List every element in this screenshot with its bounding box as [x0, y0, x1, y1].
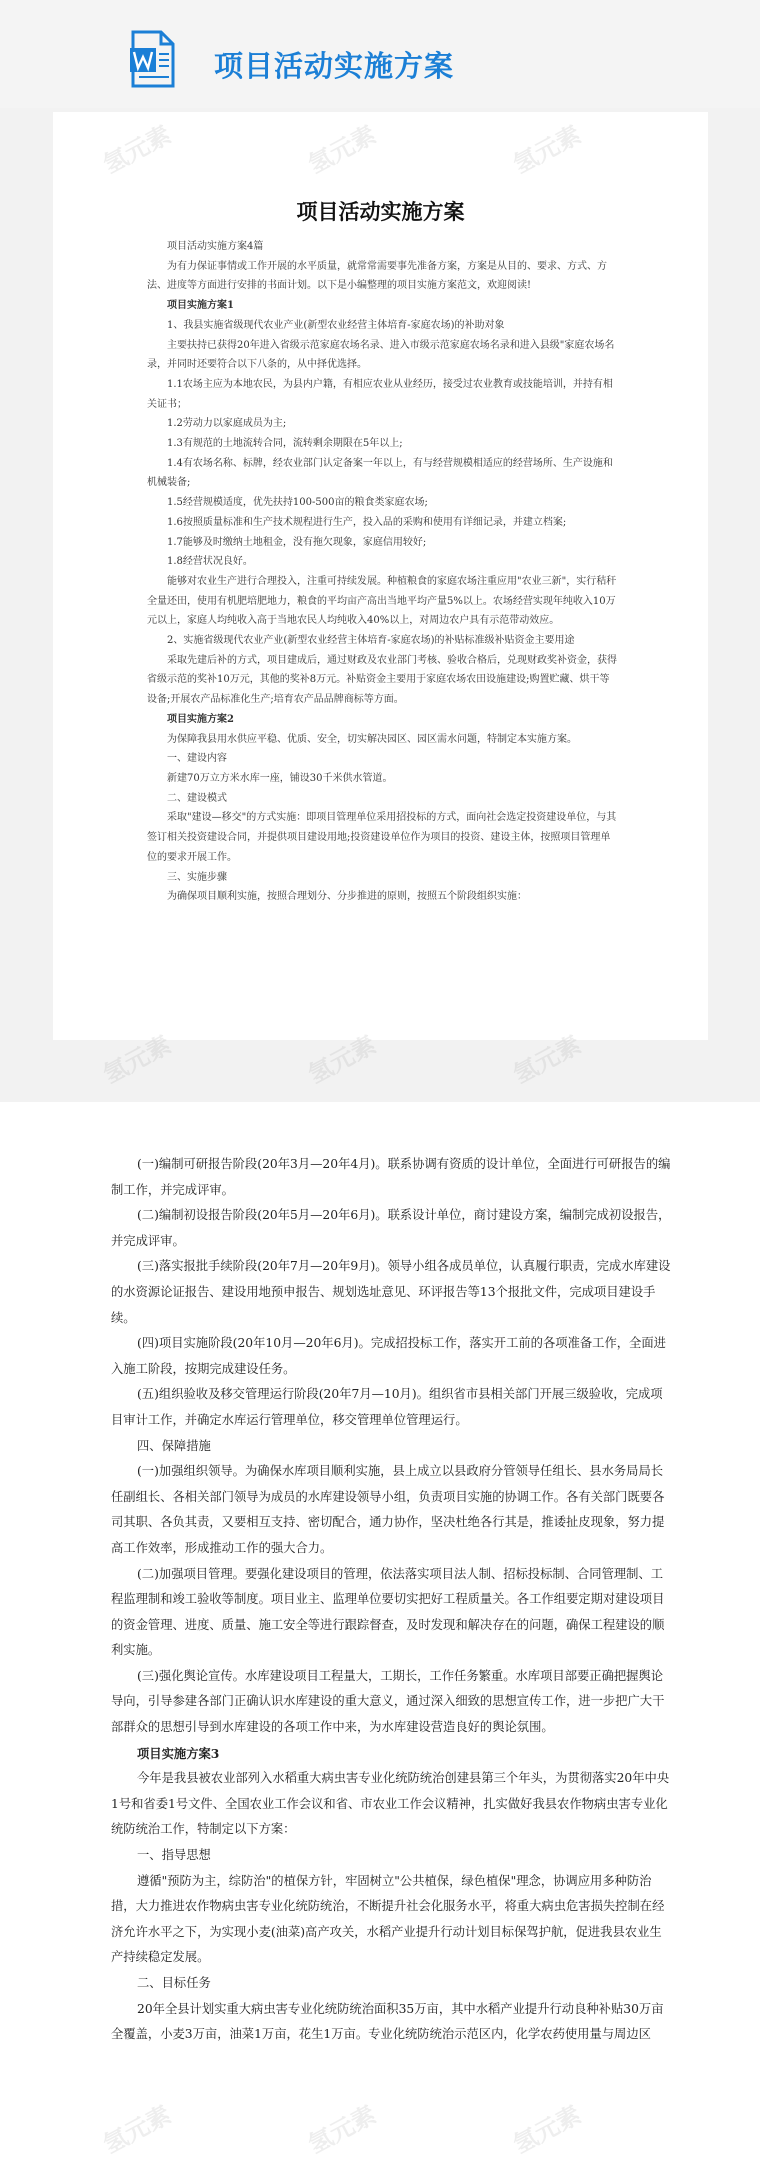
paragraph: (五)组织验收及移交管理运行阶段(20年7月—10月)。组织省市县相关部门开展三级验收，完成项目审计工作，并确定水库运行管理单位，移交管理单位管理运行。 — [111, 1387, 663, 1427]
document-title: 项目活动实施方案 — [296, 199, 465, 224]
paragraph: 1.7能够及时缴纳土地租金，没有拖欠现象，家庭信用较好; — [167, 536, 427, 548]
paragraph: 1.5经营规模适度，优先扶持100-500亩的粮食类家庭农场; — [167, 497, 428, 509]
paragraph: 1.3有规范的土地流转合同，流转剩余期限在5年以上; — [167, 438, 403, 450]
paragraph: 为有力保证事情或工作开展的水平质量，就常常需要事先准备方案，方案是从目的、要求、方式、方法、进度等方面进行安排的书面计划。以下是小编整理的项目实施方案范文，欢迎阅读! — [147, 260, 607, 292]
paragraph: (一)加强组织领导。为确保水库项目顺利实施，县上成立以县政府分管领导任组长、县水务局局长任副组长、各相关部门领导为成员的水库建设领导小组，负责项目实施的协调工作。各有关部门既要各司其职、各负其责，又要相互支持、密切配合，通力协作，坚决杜绝各行其是，推诿扯皮现象，努力提高工作效率，形成推动工作的强大合力。 — [111, 1464, 665, 1555]
page-2-body — [111, 1152, 671, 2048]
paragraph: 采取先建后补的方式，项目建成后，通过财政及农业部门考核、验收合格后，兑现财政奖补资金，获得省级示范的奖补10万元，其他的奖补8万元。补贴资金主要用于家庭农场农田设施建设;购置贮藏、烘干等设备;开展农产品标准化生产;培育农产品品牌商标等方面。 — [147, 654, 617, 706]
section-heading: 项目实施方案1 — [167, 300, 234, 312]
subheading: 二、建设模式 — [167, 792, 227, 804]
paragraph: 为确保项目顺利实施，按照合理划分、分步推进的原则，按照五个阶段组织实施： — [167, 891, 527, 903]
paragraph: 新建70万立方米水库一座，铺设30千米供水管道。 — [167, 772, 393, 784]
subheading: 一、指导思想 — [137, 1848, 211, 1863]
paragraph: (三)强化舆论宣传。水库建设项目工程量大，工期长，工作任务繁重。水库项目部要正确把握舆论导向，引导参建各部门正确认识水库建设的重大意义，通过深入细致的思想宣传工作，进一步把广大干部群众的思想引导到水库建设的各项工作中来，为水库建设营造良好的舆论氛围。 — [111, 1668, 665, 1735]
watermark: 氢元素 — [98, 1030, 176, 1089]
paragraph: (一)编制可研报告阶段(20年3月—20年4月)。联系协调有资质的设计单位，全面进行可研报告的编制工作，并完成评审。 — [111, 1157, 671, 1197]
paragraph: 1.8经营状况良好。 — [167, 556, 253, 568]
watermark: 氢元素 — [303, 1030, 381, 1089]
paragraph: 项目活动实施方案4篇 — [167, 241, 264, 252]
paragraph: (三)落实报批手续阶段(20年7月—20年9月)。领导小组各成员单位，认真履行职责，完成水库建设的水资源论证报告、建设用地预申报告、规划选址意见、环评报告等13个报批文件，完成项目建设手续。 — [111, 1259, 671, 1325]
page-1-body — [147, 237, 617, 907]
paragraph: 20年全县计划实重大病虫害专业化统防统治面积35万亩，其中水稻产业提升行动良种补贴30万亩全覆盖，小麦3万亩，油菜1万亩，花生1万亩。专业化统防统治示范区内，化学农药使用量与周边区 — [111, 2001, 664, 2042]
section-heading: 项目实施方案3 — [137, 1745, 220, 1761]
subheading: 二、目标任务 — [137, 1976, 211, 1990]
document-page-1 — [53, 112, 708, 1040]
paragraph: 能够对农业生产进行合理投入，注重可持续发展。种植粮食的家庭农场注重应用"农业三新"，实行秸秆全量还田，使用有机肥培肥地力，粮食的平均亩产高出当地平均产量5%以上。农场经营实现年纯收入10万元以上，家庭人均纯收入高于当地农民人均纯收入40%以上，对周边农户具有示范带动效应。 — [147, 575, 617, 627]
paragraph: 遵循"预防为主，综防治"的植保方针，牢固树立"公共植保，绿色植保"理念，协调应用多种防治措，大力推进农作物病虫害专业化统防统治，不断提升社会化服务水平，将重大病虫危害损失控制在经济允许水平之下，为实现小麦(油菜)高产攻关，水稻产业提升行动计划目标保驾护航，促进我县农业生产持续稳定发展。 — [111, 1873, 665, 1965]
subheading: 一、建设内容 — [167, 753, 227, 765]
paragraph: (四)项目实施阶段(20年10月—20年6月)。完成招投标工作，落实开工前的各项准备工作，全面进入施工阶段，按期完成建设任务。 — [111, 1336, 666, 1376]
paragraph: 为保障我县用水供应平稳、优质、安全，切实解决园区、园区需水问题，特制定本实施方案。 — [167, 733, 577, 745]
paragraph: 1.2劳动力以家庭成员为主; — [167, 418, 287, 430]
header-title: 项目活动实施方案 — [214, 49, 455, 83]
paragraph: 1.4有农场名称、标牌，经农业部门认定备案一年以上，有与经营规模相适应的经营场所、生产设施和机械装备; — [147, 457, 613, 489]
section-heading: 项目实施方案2 — [167, 713, 234, 725]
subheading: 四、保障措施 — [137, 1438, 211, 1453]
page-header — [0, 0, 760, 108]
paragraph: 1.1农场主应为本地农民，为县内户籍，有相应农业从业经历，接受过农业教育或技能培训，并持有相关证书； — [147, 378, 613, 410]
paragraph: 1、我县实施省级现代农业产业(新型农业经营主体培育-家庭农场)的补助对象 — [167, 319, 505, 331]
paragraph: (二)编制初设报告阶段(20年5月—20年6月)。联系设计单位，商讨建设方案，编制完成初设报告，并完成评审。 — [111, 1208, 671, 1248]
paragraph: 2、实施省级现代农业产业(新型农业经营主体培育-家庭农场)的补贴标准级补贴资金主要用途 — [167, 635, 575, 647]
watermark: 氢元素 — [508, 1030, 586, 1089]
paragraph: 采取"建设—移交"的方式实施：即项目管理单位采用招投标的方式，面向社会选定投资建设单位，与其签订相关投资建设合同，并提供项目建设用地;投资建设单位作为项目的投资、建设主体，按照项目管理单位的要求开展工作。 — [147, 812, 617, 863]
word-document-icon — [130, 30, 176, 88]
paragraph: 今年是我县被农业部列入水稻重大病虫害专业化统防统治创建县第三个年头，为贯彻落实20年中央1号和省委1号文件、全国农业工作会议和省、市农业工作会议精神，扎实做好我县农作物病虫害专业化统防统治工作，特制定以下方案： — [111, 1771, 670, 1837]
subheading: 三、实施步骤 — [167, 871, 227, 883]
paragraph: 1.6按照质量标准和生产技术规程进行生产，投入品的采购和使用有详细记录，并建立档案; — [167, 516, 567, 528]
paragraph: 主要扶持已获得20年进入省级示范家庭农场名录、进入市级示范家庭农场名录和进入县级"家庭农场名录，并同时还要符合以下八条的，从中择优选择。 — [147, 339, 615, 371]
paragraph: (二)加强项目管理。要强化建设项目的管理，依法落实项目法人制、招标投标制、合同管理制、工程监理制和竣工验收等制度。项目业主、监理单位要切实把好工程质量关。各工作组要定期对建设项目的资金管理、进度、质量、施工安全等进行跟踪督查，及时发现和解决存在的问题，确保工程建设的顺利实施。 — [111, 1566, 665, 1658]
